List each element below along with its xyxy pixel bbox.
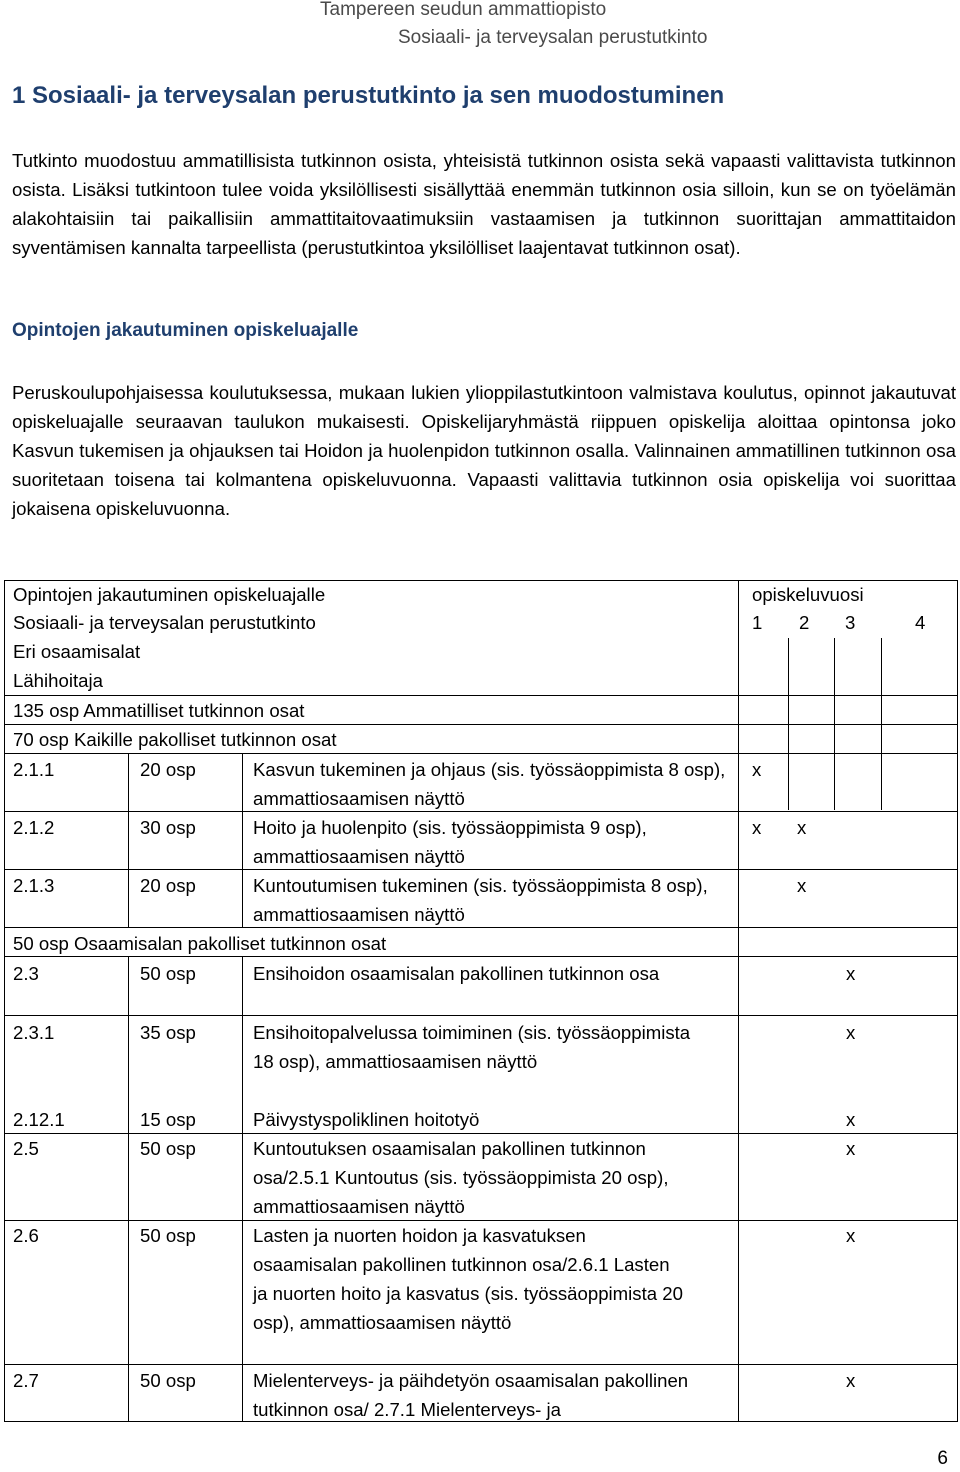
row-code: 2.1.2 [13,817,55,838]
row-osp: 20 osp [140,875,196,896]
row-mark: x [752,817,762,838]
code-col-divider [128,956,129,1422]
row-name: Lasten ja nuorten hoidon ja kasvatuksen osaamisalan pakollinen tutkinnon osa/2.6.1 Lasten ja nuorten hoito ja kasvatus (sis. työssäoppimista 20 osp), ammattiosaamisen näyttö [253,1225,683,1333]
year-header: opiskeluvuosi [752,584,864,605]
row-name: Ensihoidon osaamisalan pakollinen tutkinnon osa [253,963,660,984]
row-mark: x [846,1109,856,1130]
row-name: Kuntoutuksen osaamisalan pakollinen tutkinnon osa/2.5.1 Kuntoutus (sis. työssäoppimista 20 osp), ammattiosaamisen näyttö [253,1138,669,1217]
row-mark: x [846,1225,856,1246]
row-code: 2.3.1 [13,1022,55,1043]
row-mark: x [846,1022,856,1043]
row-osp: 50 osp [140,1225,196,1246]
row-mark: x [797,817,807,838]
intro-paragraph: Tutkinto muodostuu ammatillisista tutkinnon osista, yhteisistä tutkinnon osista sekä vapaasti valittavista tutkinnon osista. Lisäksi tutkintoon tulee voida yksilöllisesti sisällyttää enemmän tutkinnon osia silloin, kun se on työelämän alakohtaisiin tai paikallisiin ammattitaitovaatimuksiin vastaamisen ja tutkinnon suorittajan ammattitaidon syventämisen kannalta tarpeellista (perustutkintoa yksilölliset laajentavat tutkinnon osat). [12,150,956,258]
header-line-2: Sosiaali- ja terveysalan perustutkinto [398,27,708,48]
year-2: 2 [799,612,810,633]
row-osp: 50 osp [140,1370,196,1391]
year-3: 3 [845,612,856,633]
row-osp: 15 osp [140,1109,196,1130]
row-mark: x [797,875,807,896]
osp-col-divider [242,956,243,1422]
section-row: 70 osp Kaikille pakolliset tutkinnon osat [13,729,337,750]
row-code: 2.12.1 [13,1109,65,1130]
page-number: 6 [937,1448,948,1469]
row-code: 2.1.1 [13,759,55,780]
row-code: 2.3 [13,963,39,984]
row-code: 2.1.3 [13,875,55,896]
row-osp: 35 osp [140,1022,196,1043]
table-subtitle: Sosiaali- ja terveysalan perustutkinto [13,612,316,633]
row-name: Hoito ja huolenpito (sis. työssäoppimista 9 osp), ammattiosaamisen näyttö [253,817,647,867]
section-heading: 1 Sosiaali- ja terveysalan perustutkinto ja sen muodostuminen [12,82,725,109]
table-subtitle: Eri osaamisalat [13,641,141,662]
row-name: Ensihoitopalvelussa toimiminen (sis. työssäoppimista 18 osp), ammattiosaamisen näyttö [253,1022,691,1072]
year-1: 1 [752,612,763,633]
row-name: Mielenterveys- ja päihdetyön osaamisalan pakollinen tutkinnon osa/ 2.7.1 Mielenterveys- ja [253,1370,689,1420]
rule [4,1364,958,1365]
section-row: 50 osp Osaamisalan pakolliset tutkinnon osat [13,933,387,954]
code-col-divider [128,753,129,927]
row-osp: 50 osp [140,1138,196,1159]
rule [4,1015,958,1016]
subsection-heading: Opintojen jakautuminen opiskeluajalle [12,320,359,341]
osp-col-divider [242,753,243,927]
header-line-1: Tampereen seudun ammattiopisto [320,0,607,20]
table-border-left [4,580,5,1422]
distribution-paragraph: Peruskoulupohjaisessa koulutuksessa, mukaan lukien ylioppilastutkintoon valmistava koulutus, opinnot jakautuvat opiskeluajalle seuraavan taulukon mukaisesti. Opiskelijaryhmästä riippuen opiskelija aloittaa opintonsa joko Kasvun tukemisen ja ohjauksen tai Hoidon ja huolenpidon tutkinnon osalla. Valinnainen ammatillinen tutkinnon osa suoritetaan toisena tai kolmantena opiskeluvuonna. Vapaasti valittavia tutkinnon osia opiskelija voi suorittaa jokaisena opiskeluvuonna. [12,382,956,519]
section-row: 135 osp Ammatilliset tutkinnon osat [13,700,305,721]
row-osp: 20 osp [140,759,196,780]
row-mark: x [846,1370,856,1391]
row-osp: 50 osp [140,963,196,984]
row-code: 2.5 [13,1138,39,1159]
table-title: Opintojen jakautuminen opiskeluajalle [13,584,326,605]
table-border-right [957,580,958,1422]
row-code: 2.7 [13,1370,39,1391]
row-mark: x [846,963,856,984]
row-code: 2.6 [13,1225,39,1246]
row-name: Kuntoutumisen tukeminen (sis. työssäoppimista 8 osp), ammattiosaamisen näyttö [253,875,708,925]
row-osp: 30 osp [140,817,196,838]
year-4: 4 [915,612,926,633]
row-mark: x [752,759,762,780]
table-subtitle: Lähihoitaja [13,670,103,691]
year-column-divider [738,580,739,1422]
row-name: Päivystyspoliklinen hoitotyö [253,1109,480,1130]
row-name: Kasvun tukeminen ja ohjaus (sis. työssäoppimista 8 osp), ammattiosaamisen näyttö [253,759,726,809]
row-mark: x [846,1138,856,1159]
